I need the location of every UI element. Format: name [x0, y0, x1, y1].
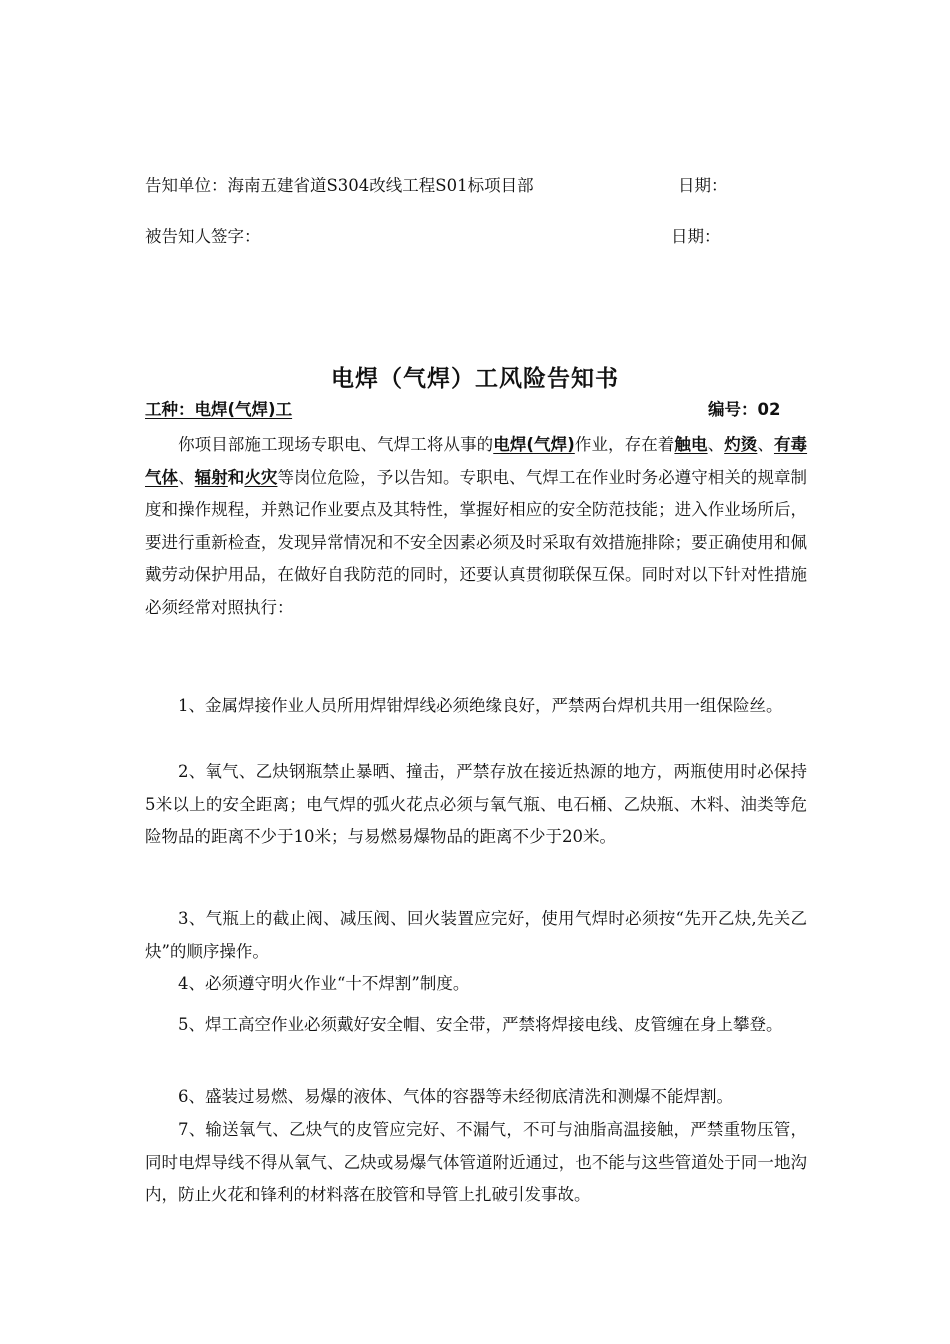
risk-electric-shock: 触电	[674, 435, 708, 454]
risk-fire: 火灾	[244, 467, 278, 487]
document-title: 电焊（气焊）工风险告知书	[331, 366, 619, 392]
risk-burn: 灼烫	[724, 435, 758, 454]
measure-item-5: 5、焊工高空作业必须戴好安全帽、安全带，严禁将焊接电线、皮管缠在身上攀登。	[178, 1015, 783, 1034]
job-type: 工种：电焊(气焊)工	[145, 400, 293, 419]
risk-radiation: 辐射	[194, 467, 228, 487]
measure-item-6: 6、盛装过易燃、易爆的液体、气体的容器等未经彻底清洗和测爆不能焊割。	[178, 1087, 733, 1106]
measure-item-7: 7、输送氧气、乙炔气的皮管应完好、不漏气，不可与油脂高温接触，严禁重物压管，同时电焊导线不得从氧气、乙炔或易爆气体管道附近通过，也不能与这些管道处于同一地沟内，防止火花和锋利的材料落在胶管和导管上扎破引发事故。	[145, 1120, 807, 1205]
measure-item-4: 4、必须遵守明火作业“十不焊割”制度。	[178, 974, 470, 993]
notifying-unit: 告知单位：海南五建省道S304改线工程S01标项目部	[145, 176, 534, 195]
signature-label: 被告知人签字：	[145, 227, 261, 246]
date-label-unit: 日期：	[678, 176, 728, 195]
document-number: 编号：02	[708, 400, 781, 419]
date-label-signature: 日期：	[671, 227, 721, 246]
measure-item-3: 3、气瓶上的截止阀、减压阀、回火装置应完好，使用气焊时必须按“先开乙炔,先关乙炔”的顺序操作。	[145, 909, 807, 961]
measure-item-2: 2、氧气、乙炔钢瓶禁止暴晒、撞击，严禁存放在接近热源的地方，两瓶使用时必保持5米以上的安全距离；电气焊的弧火花点必须与氧气瓶、电石桶、乙炔瓶、木料、油类等危险物品的距离不少于10米；与易燃易爆物品的距离不少于20米。	[145, 762, 807, 847]
intro-paragraph: 你项目部施工现场专职电、气焊工将从事的电焊(气焊)作业，存在着触电、灼烫、有毒气体、辐射和火灾等岗位危险，予以告知。专职电、气焊工在作业时务必遵守相关的规章制度和操作规程，并熟记作业要点及其特性，掌握好相应的安全防范技能；进入作业场所后，要进行重新检查，发现异常情况和不安全因素必须及时采取有效措施排除；要正确使用和佩戴劳动保护用品，在做好自我防范的同时，还要认真贯彻联保互保。同时对以下针对性措施必须经常对照执行：	[145, 435, 808, 617]
risk-toxic-gas: 有毒气体	[145, 435, 808, 487]
measure-item-1: 1、金属焊接作业人员所用焊钳焊线必须绝缘良好，严禁两台焊机共用一组保险丝。	[178, 696, 783, 715]
job-name: 电焊(气焊)	[493, 435, 575, 454]
